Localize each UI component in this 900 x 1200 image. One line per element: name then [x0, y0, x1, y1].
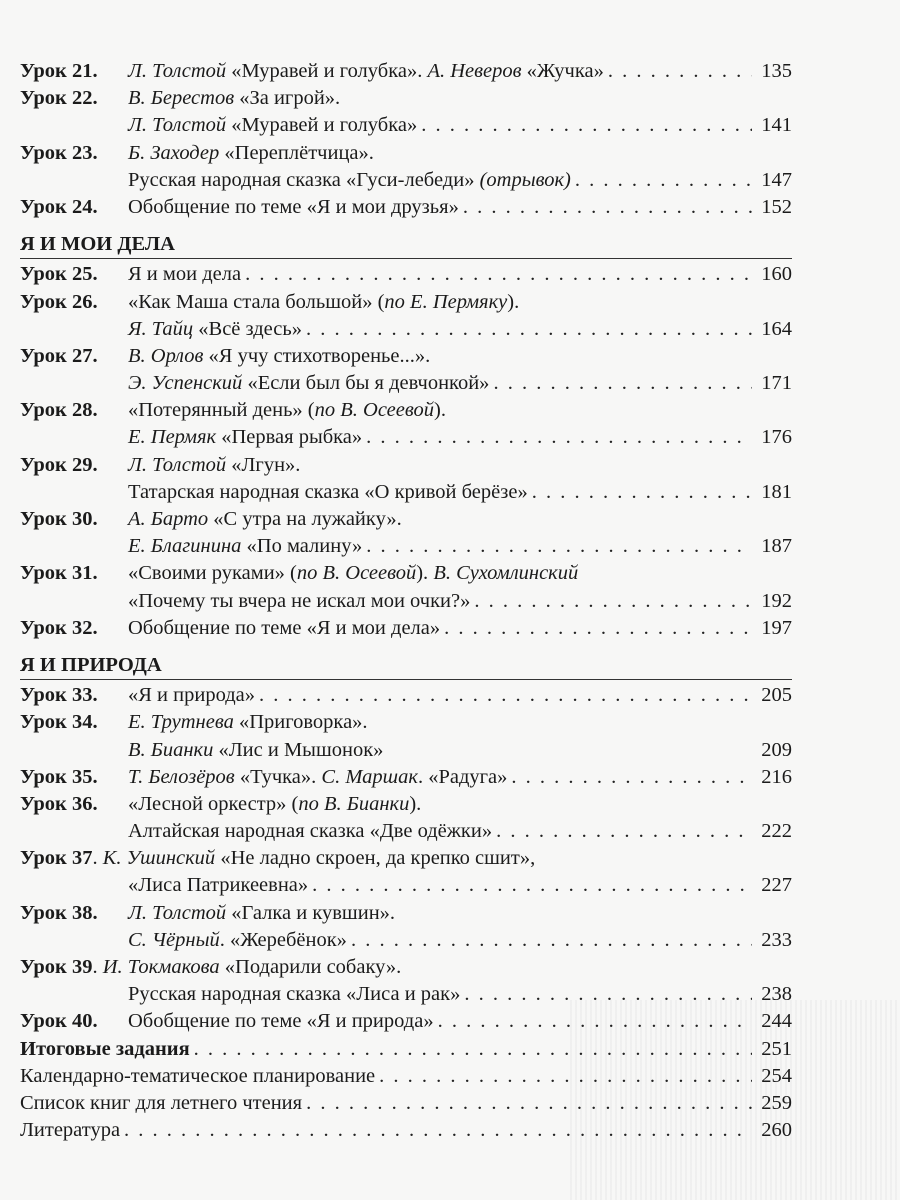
toc-line [20, 85, 792, 112]
entry-title [128, 818, 492, 845]
author-name: В. Сухомлинский [433, 562, 579, 585]
lesson-number: Урок 29. [20, 453, 98, 476]
entry-title [128, 316, 302, 343]
leader-dots [366, 533, 752, 560]
leader-dots [464, 981, 752, 1008]
page-number: 187 [761, 535, 792, 558]
title-text: . «Жеребёнок» [219, 928, 347, 951]
title-text: Я и мои дела [128, 263, 242, 286]
page-number: 160 [761, 263, 792, 286]
leader-dots [463, 194, 752, 221]
entry-title [128, 112, 417, 139]
author-name: Л. Толстой [128, 60, 227, 82]
title-text: «Жучка» [521, 60, 604, 82]
entry-title [128, 533, 362, 560]
page-number: 227 [761, 874, 792, 897]
leader-dots [366, 424, 752, 451]
page-number: 259 [761, 1091, 792, 1114]
leader-dots [421, 112, 752, 139]
toc-line [20, 479, 792, 506]
entry-title [128, 615, 440, 642]
leader-dots [194, 1036, 752, 1063]
title-text: «Лесной оркестр» ( [128, 792, 299, 815]
entry-title [128, 981, 460, 1008]
lesson-number: Урок 38. [20, 901, 98, 924]
toc-line [20, 1117, 792, 1144]
author-name: К. Ушинский [102, 847, 216, 870]
leader-dots [351, 927, 752, 954]
lesson-number: Урок 34. [20, 711, 98, 734]
author-name: по В. Осеевой [314, 399, 434, 422]
page-number: 141 [761, 114, 792, 137]
author-name: И. Токмакова [102, 956, 220, 978]
entry-title [128, 764, 507, 791]
leader-dots [575, 167, 752, 194]
author-name: Т. Белозёров [128, 765, 235, 788]
title-text: «С утра на лужайку». [208, 508, 402, 530]
entry-title [128, 682, 255, 709]
entry-title [128, 85, 340, 112]
entry-title [128, 479, 528, 506]
toc-line [20, 845, 792, 872]
page-number: 205 [761, 684, 792, 707]
lesson-number: Урок 39 [20, 956, 93, 978]
page-number: 181 [761, 480, 792, 503]
page-number: 135 [761, 60, 792, 82]
lesson-number: Урок 25. [20, 263, 98, 286]
entry-title [92, 954, 401, 981]
toc-line [20, 261, 792, 288]
entry-title [128, 140, 374, 167]
entry-title [128, 452, 300, 479]
lesson-number: Урок 35. [20, 765, 98, 788]
title-text: «Галка и кувшин». [226, 901, 396, 924]
title-text: «Муравей и голубка». [226, 60, 428, 82]
title-text: Татарская народная сказка «О кривой берёзе» [128, 480, 528, 503]
toc-line [20, 709, 792, 736]
title-text: . «Радуга» [417, 765, 508, 788]
entry-title [128, 424, 362, 451]
toc-line [20, 764, 792, 791]
title-text: Обобщение по теме «Я и природа» [128, 1010, 434, 1033]
toc-line [20, 954, 792, 981]
toc-line [20, 927, 792, 954]
toc-line [20, 58, 792, 85]
toc-line [20, 682, 792, 709]
leader-dots [312, 872, 752, 899]
entry-title [128, 709, 368, 736]
toc-line [20, 506, 792, 533]
section-heading: Я И МОИ ДЕЛА [20, 231, 792, 259]
leader-dots [444, 615, 752, 642]
toc-line [20, 1063, 792, 1090]
entry-title [128, 370, 489, 397]
author-name: Е. Пермяк [128, 426, 217, 449]
page-number: 176 [761, 426, 792, 449]
title-text: «Своими руками» ( [128, 562, 297, 585]
entry-title: Итоговые задания [20, 1037, 190, 1060]
page-number: 147 [761, 168, 792, 191]
lessons-group-friends [20, 58, 792, 221]
leader-dots [124, 1117, 752, 1144]
lesson-number: Урок 31. [20, 562, 98, 585]
title-text: . [92, 956, 103, 978]
page-number: 171 [761, 372, 792, 395]
leader-dots [608, 58, 752, 85]
title-text: ). [409, 792, 422, 815]
leader-dots [511, 764, 752, 791]
lesson-number: Урок 22. [20, 87, 98, 110]
title-text: Обобщение по теме «Я и мои дела» [128, 616, 441, 639]
entry-title [128, 506, 402, 533]
author-name: Е. Трутнева [128, 711, 234, 734]
author-name: В. Орлов [128, 344, 204, 367]
toc-line [20, 1090, 792, 1117]
toc-line [20, 343, 792, 370]
entry-title [128, 194, 459, 221]
final-entries [20, 1036, 792, 1145]
page-number: 192 [761, 589, 792, 612]
entry-title [128, 58, 604, 85]
page-number: 216 [761, 765, 792, 788]
title-text: «Я учу стихотворенье...». [203, 344, 431, 367]
toc-line [20, 588, 792, 615]
title-text: Алтайская народная сказка «Две одёжки» [128, 820, 493, 843]
toc-line [20, 452, 792, 479]
title-text: . [92, 847, 103, 870]
entry-title: Литература [20, 1119, 121, 1142]
toc-line [20, 140, 792, 167]
title-text: Русская народная сказка «Гуси-лебеди» [128, 168, 480, 191]
title-text: «Не ладно скроен, да крепко сшит», [215, 847, 536, 870]
lessons-group-nature [20, 682, 792, 1035]
toc-line [20, 615, 792, 642]
toc-line [20, 112, 792, 139]
entry-title: Список книг для летнего чтения [20, 1091, 303, 1114]
author-name: В. Берестов [128, 87, 235, 110]
entry-title: Календарно-тематическое планирование [20, 1064, 376, 1087]
lesson-number: Урок 36. [20, 792, 98, 815]
title-text: «Тучка». [234, 765, 322, 788]
entry-title [128, 397, 446, 424]
page-number: 254 [761, 1064, 792, 1087]
author-name: (отрывок) [479, 168, 571, 191]
title-text: ). [507, 290, 520, 313]
page-number: 244 [761, 1010, 792, 1033]
page-number: 260 [761, 1119, 792, 1142]
leader-dots [259, 682, 752, 709]
leader-dots [474, 588, 752, 615]
toc-line [20, 900, 792, 927]
author-name: С. Маршак [321, 765, 418, 788]
toc-line [20, 289, 792, 316]
title-text: Обобщение по теме «Я и мои друзья» [128, 195, 459, 218]
lesson-number: Урок 40. [20, 1010, 98, 1033]
page-number: 238 [761, 983, 792, 1006]
entry-title [128, 1008, 434, 1035]
lesson-number: Урок 33. [20, 684, 98, 707]
leader-dots [493, 370, 752, 397]
title-text: «Первая рыбка» [216, 426, 363, 449]
title-text: «Муравей и голубка» [226, 114, 418, 137]
title-text: «Если был бы я девчонкой» [242, 372, 490, 395]
entry-title [128, 343, 430, 370]
author-name: Л. Толстой [128, 114, 227, 137]
lesson-number: Урок 37 [20, 847, 93, 870]
leader-dots [496, 818, 752, 845]
title-text: Русская народная сказка «Лиса и рак» [128, 983, 461, 1006]
toc-line [20, 533, 792, 560]
author-name: А. Неверов [427, 60, 522, 82]
author-name: по Е. Пермяку [384, 290, 508, 313]
toc-line [20, 194, 792, 221]
entry-title [128, 261, 241, 288]
entry-title [128, 872, 308, 899]
toc-line [20, 1008, 792, 1035]
toc-line [20, 370, 792, 397]
entry-title [128, 560, 578, 587]
title-text: «Я и природа» [128, 684, 256, 707]
author-name: В. Бианки [128, 738, 214, 761]
title-text: ). [416, 562, 434, 585]
toc-line [20, 397, 792, 424]
title-text: «Переплётчица». [219, 141, 374, 164]
entry-title [128, 588, 470, 615]
page-number: 164 [761, 317, 792, 340]
lessons-group-my-deeds [20, 261, 792, 642]
author-name: Е. Благинина [128, 535, 242, 558]
section-heading: Я И ПРИРОДА [20, 652, 792, 680]
title-text: «Всё здесь» [193, 317, 302, 340]
author-name: Э. Успенский [128, 372, 243, 395]
title-text: «По малину» [241, 535, 363, 558]
toc-line [20, 1036, 792, 1063]
title-text: ). [434, 399, 446, 422]
lesson-number: Урок 27. [20, 344, 98, 367]
title-text: «Как Маша стала большой» ( [128, 290, 385, 313]
page-number: 152 [761, 195, 792, 218]
table-of-contents [20, 58, 792, 1144]
entry-title [128, 900, 395, 927]
leader-dots [306, 1090, 752, 1117]
toc-line [20, 424, 792, 451]
author-name: по В. Бианки [298, 792, 410, 815]
leader-dots [306, 316, 752, 343]
author-name: Л. Толстой [128, 453, 227, 476]
title-text: «Лиса Патрикеевна» [128, 874, 309, 897]
toc-line [20, 981, 792, 1008]
toc-line [20, 737, 792, 764]
page-number: 251 [761, 1037, 792, 1060]
toc-line [20, 872, 792, 899]
author-name: Б. Заходер [128, 141, 220, 164]
toc-line [20, 791, 792, 818]
page-number: 209 [761, 738, 792, 761]
lesson-number: Урок 26. [20, 290, 98, 313]
page-number: 222 [761, 820, 792, 843]
title-text: «Лис и Мышонок» [213, 738, 384, 761]
title-text: «Лгун». [226, 453, 301, 476]
author-name: С. Чёрный [128, 928, 220, 951]
leader-dots [245, 261, 752, 288]
author-name: Я. Тайц [128, 317, 194, 340]
title-text: «Подарили собаку». [219, 956, 402, 978]
lesson-number: Урок 28. [20, 399, 98, 422]
page-number: 197 [761, 616, 792, 639]
author-name: по В. Осеевой [296, 562, 417, 585]
lesson-number: Урок 21. [20, 60, 98, 82]
title-text: «Потерянный день» ( [128, 399, 315, 422]
lesson-number: Урок 32. [20, 616, 98, 639]
entry-title [128, 289, 519, 316]
title-text: «За игрой». [234, 87, 341, 110]
entry-title [128, 791, 421, 818]
toc-line [20, 560, 792, 587]
page-number: 233 [761, 928, 792, 951]
leader-dots [379, 1063, 752, 1090]
author-name: А. Барто [128, 508, 209, 530]
toc-line [20, 818, 792, 845]
entry-title [92, 845, 535, 872]
toc-line [20, 167, 792, 194]
author-name: Л. Толстой [128, 901, 227, 924]
lesson-number: Урок 30. [20, 508, 98, 530]
entry-title [128, 167, 571, 194]
entry-title [128, 737, 383, 764]
title-text: «Приговорка». [233, 711, 368, 734]
lesson-number: Урок 24. [20, 195, 98, 218]
title-text: «Почему ты вчера не искал мои очки?» [128, 589, 471, 612]
toc-line [20, 316, 792, 343]
lesson-number: Урок 23. [20, 141, 98, 164]
leader-dots [438, 1008, 752, 1035]
leader-dots [532, 479, 752, 506]
entry-title [128, 927, 347, 954]
